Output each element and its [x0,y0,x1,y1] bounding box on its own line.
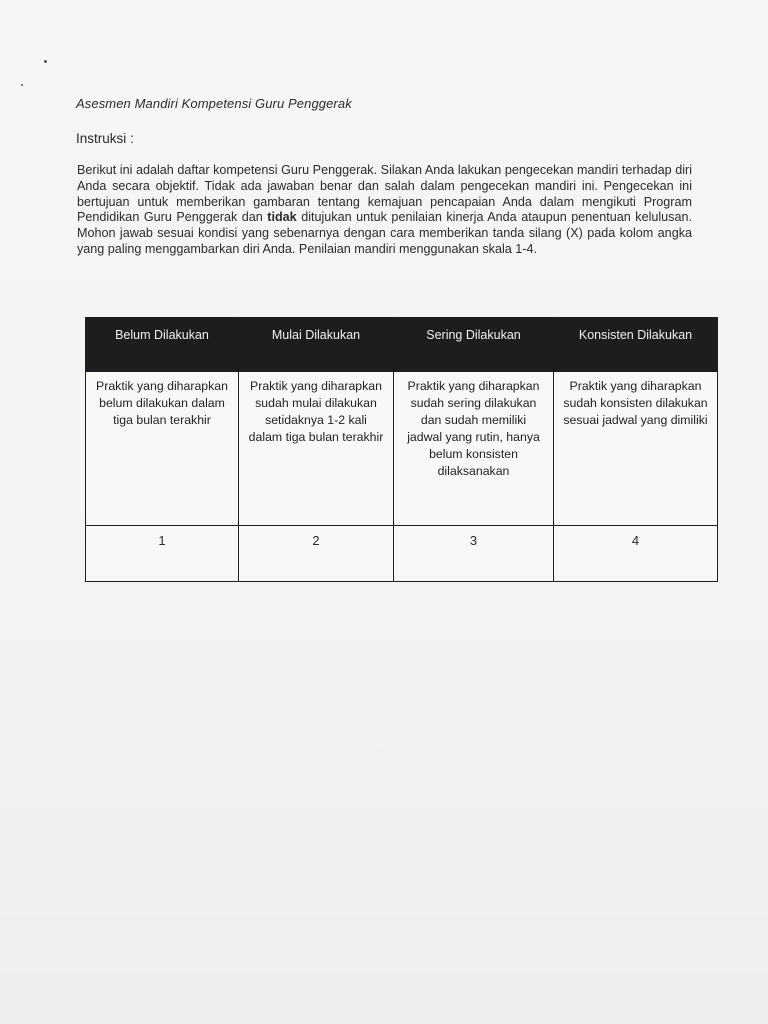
score-cell-2[interactable]: 2 [239,526,394,582]
header-sering-dilakukan: Sering Dilakukan [394,318,554,352]
header-belum-dilakukan: Belum Dilakukan [86,318,239,352]
score-row [86,526,718,582]
score-cell-3[interactable]: 3 [394,526,554,582]
band-cell [394,352,554,372]
description-row [86,372,718,526]
description-cell-3: Praktik yang diharapkan sudah sering dilakukan dan sudah memiliki jadwal yang rutin, hanya belum konsisten dilaksanakan [394,372,554,526]
instruction-text-part-2: ditujukan untuk penilaian kinerja Anda ataupun penentuan kelulusan. Mohon jawab sesuai kondisi yang sebenarnya dengan cara memberikan tanda silang (X) pada kolom angka yang paling menggambarkan diri Anda. Penilaian mandiri menggunakan skala 1-4. [77,210,692,256]
instruction-emphasis: tidak [267,210,297,225]
rating-scale-table [85,317,718,582]
paper-speck [21,84,23,86]
band-cell [239,352,394,372]
description-cell-1: Praktik yang diharapkan belum dilakukan dalam tiga bulan terakhir [86,372,239,526]
header-konsisten-dilakukan: Konsisten Dilakukan [554,318,718,352]
header-band-row [86,352,718,372]
instruction-text-part-1: Berikut ini adalah daftar kompetensi Guru Penggerak. Silakan Anda lakukan pengecekan mandiri terhadap diri Anda secara objektif. Tidak ada jawaban benar dan salah dalam pengecekan mandiri ini. Pengecekan ini bertujuan untuk memberikan gambaran tentang kemajuan pencapaian Anda dalam mengikuti Program Pendidikan Guru Penggerak dan [77,163,692,225]
band-cell [86,352,239,372]
score-cell-4[interactable]: 4 [554,526,718,582]
description-cell-2: Praktik yang diharapkan sudah mulai dilakukan setidaknya 1-2 kali dalam tiga bulan terakhir [239,372,394,526]
document-title: Asesmen Mandiri Kompetensi Guru Penggerak [76,96,352,111]
header-mulai-dilakukan: Mulai Dilakukan [239,318,394,352]
table-header-row [86,318,718,352]
score-cell-1[interactable]: 1 [86,526,239,582]
paper-speck [44,60,47,63]
instruction-heading: Instruksi : [76,131,134,146]
instruction-paragraph [77,163,692,258]
band-cell [554,352,718,372]
description-cell-4: Praktik yang diharapkan sudah konsisten dilakukan sesuai jadwal yang dimiliki [554,372,718,526]
